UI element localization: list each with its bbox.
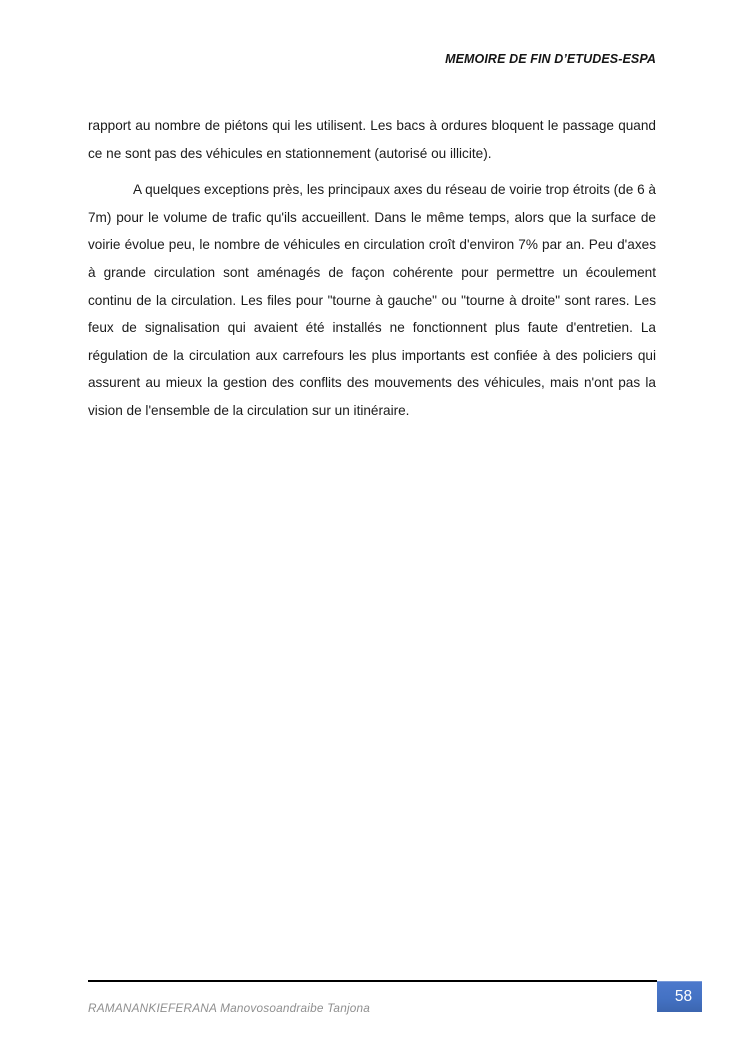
paragraph-2: A quelques exceptions près, les principaux axes du réseau de voirie trop étroits (de 6 à 7m) pour le volume de trafic qu'ils accueillent. Dans le même temps, alors que la surface de voirie évolue peu, le nombre de véhicules en circulation croît d'environ 7% par an. Peu d'axes à grande circulation sont aménagés de façon cohérente pour permettre un écoulement continu de la circulation. Les files pour "tourne à gauche" ou "tourne à droite" sont rares. Les feux de signalisation qui avaient été installés ne fonctionnent plus faute d'entretien. La régulation de la circulation aux carrefours les plus importants est confiée à des policiers qui assurent au mieux la gestion des conflits des mouvements des véhicules, mais n'ont pas la vision de l'ensemble de la circulation sur un itinéraire.	[88, 182, 656, 418]
footer-divider-line	[88, 980, 657, 982]
body-text-block	[88, 112, 656, 425]
page-number-badge	[657, 981, 702, 1012]
page-header-title: MEMOIRE DE FIN D’ETUDES-ESPA	[445, 52, 656, 66]
paragraph-1: rapport au nombre de piétons qui les utilisent. Les bacs à ordures bloquent le passage quand ce ne sont pas des véhicules en stationnement (autorisé ou illicite).	[88, 118, 656, 161]
page-number: 58	[674, 987, 693, 1005]
footer-author-name: RAMANANKIEFERANA Manovosoandraibe Tanjona	[88, 1001, 371, 1015]
